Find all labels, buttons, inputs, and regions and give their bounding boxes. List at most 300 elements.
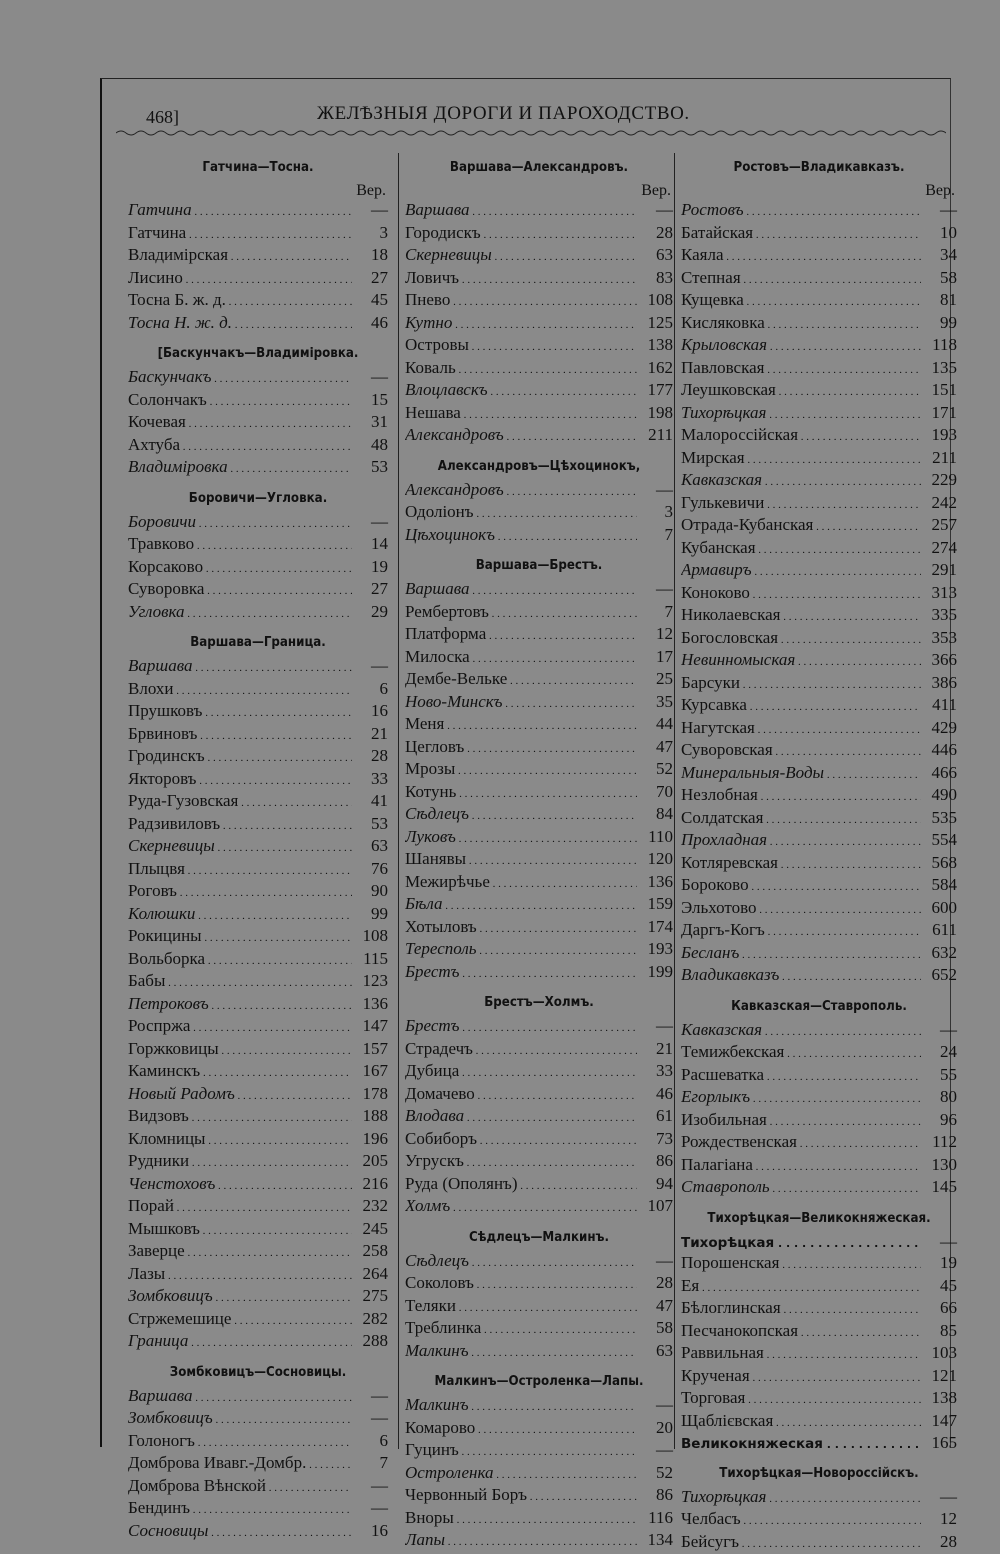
station-name: Гродинскъ . . . xyxy=(128,746,352,769)
distance-value: 632 xyxy=(921,943,957,963)
distance-value: 3 xyxy=(637,502,673,522)
station-name: Рокицины . . . xyxy=(128,926,352,949)
station-row xyxy=(128,994,388,1017)
route-section xyxy=(128,1364,388,1544)
distance-value: 229 xyxy=(921,470,957,490)
station-name: Солдатская . . . xyxy=(681,808,921,831)
column-3 xyxy=(674,153,957,1449)
distance-value: 211 xyxy=(637,425,673,445)
distance-value: 21 xyxy=(637,1039,673,1059)
station-name: Домачево . . . xyxy=(405,1084,637,1107)
station-name: Мрозы . . . xyxy=(405,759,637,782)
station-row xyxy=(128,1386,388,1409)
route-title: Боровичи—Угловка. xyxy=(144,490,373,506)
station-name: Влодава . . . xyxy=(405,1106,637,1129)
station-row xyxy=(128,1498,388,1521)
distance-value: 171 xyxy=(921,403,957,423)
station-name: Варшава . . . xyxy=(128,656,352,679)
distance-value: 116 xyxy=(637,1508,673,1528)
distance-value: 28 xyxy=(637,223,673,243)
distance-value: 81 xyxy=(921,290,957,310)
distance-value: 446 xyxy=(921,740,957,760)
station-row xyxy=(128,836,388,859)
station-row xyxy=(681,560,957,583)
station-row xyxy=(681,1388,957,1411)
station-name: Каминскъ . . . xyxy=(128,1061,352,1084)
station-name: Степная . . . xyxy=(681,268,921,291)
distance-value: — xyxy=(352,200,388,220)
station-name: Раввильная . . . xyxy=(681,1343,921,1366)
distance-value: 103 xyxy=(921,1343,957,1363)
station-name: Тосна Н. ж. д. . . . xyxy=(128,313,352,336)
distance-value: 196 xyxy=(352,1129,388,1149)
distance-value: 108 xyxy=(352,926,388,946)
route-title: Тихорѣцкая—Новороссійскъ. xyxy=(698,1465,941,1481)
route-title: Сѣдлецъ—Малкинъ. xyxy=(421,1229,657,1245)
station-row xyxy=(128,656,388,679)
distance-value: 47 xyxy=(637,1296,673,1316)
station-name: Хотыловъ . . . xyxy=(405,917,637,940)
station-row xyxy=(405,1174,673,1197)
distance-value: 157 xyxy=(352,1039,388,1059)
station-name: Скерневицы . . . xyxy=(128,836,352,859)
station-row xyxy=(128,769,388,792)
distance-value: 600 xyxy=(921,898,957,918)
distance-value: — xyxy=(352,367,388,387)
station-row xyxy=(405,782,673,805)
station-name: Солончакъ . . . xyxy=(128,390,352,413)
distance-value: 16 xyxy=(352,1521,388,1541)
station-name: Колюшки . . . xyxy=(128,904,352,927)
station-name: Соколовъ . . . xyxy=(405,1273,637,1296)
distance-value: 134 xyxy=(637,1530,673,1550)
distance-value: 7 xyxy=(352,1453,388,1473)
distance-value: 136 xyxy=(637,872,673,892)
station-name: Ченстоховъ . . . xyxy=(128,1174,352,1197)
route-title: Кавказская—Ставрополь. xyxy=(698,998,941,1014)
station-row xyxy=(128,1453,388,1476)
distance-value: 108 xyxy=(637,290,673,310)
distance-value: 46 xyxy=(637,1084,673,1104)
station-name: Рудники . . . xyxy=(128,1151,352,1174)
station-row xyxy=(405,200,673,223)
station-row xyxy=(681,920,957,943)
station-name: Угрускъ . . . xyxy=(405,1151,637,1174)
station-row xyxy=(128,290,388,313)
distance-value: 52 xyxy=(637,759,673,779)
distance-value: 6 xyxy=(352,679,388,699)
station-name: Заверце . . . xyxy=(128,1241,352,1264)
page-frame xyxy=(100,78,951,1447)
route-section xyxy=(405,994,673,1219)
station-row xyxy=(405,1251,673,1274)
station-name: Кущевка . . . xyxy=(681,290,921,313)
station-name: Тихорѣцкая . . . xyxy=(681,1487,921,1510)
station-name: Милоска . . . xyxy=(405,647,637,670)
station-name: Гулькевичи . . . xyxy=(681,493,921,516)
station-row xyxy=(405,223,673,246)
distance-value: 10 xyxy=(921,223,957,243)
station-name: Ловичъ . . . xyxy=(405,268,637,291)
route-section xyxy=(681,159,957,988)
distance-value: 99 xyxy=(352,904,388,924)
station-name: Стржемешице . . . xyxy=(128,1309,352,1332)
station-row xyxy=(128,791,388,814)
station-name: Барсуки . . . xyxy=(681,673,921,696)
station-name: Гатчина . . . xyxy=(128,223,352,246)
distance-value: 466 xyxy=(921,763,957,783)
distance-value: 17 xyxy=(637,647,673,667)
station-row xyxy=(405,624,673,647)
distance-value: — xyxy=(637,200,673,220)
distance-value: 125 xyxy=(637,313,673,333)
station-row xyxy=(128,949,388,972)
station-name: Вольборка . . . xyxy=(128,949,352,972)
verst-header: Вер. xyxy=(681,181,957,200)
station-name: Рождественская . . . xyxy=(681,1132,921,1155)
station-name: Кубанская . . . xyxy=(681,538,921,561)
distance-value: 76 xyxy=(352,859,388,879)
station-row xyxy=(405,403,673,426)
route-section xyxy=(681,1465,957,1554)
distance-value: 94 xyxy=(637,1174,673,1194)
station-row xyxy=(128,1264,388,1287)
station-name: Лапы . . . xyxy=(405,1530,637,1553)
distance-value: 568 xyxy=(921,853,957,873)
station-row xyxy=(405,1485,673,1508)
distance-value: 205 xyxy=(352,1151,388,1171)
station-name: Ея . . . xyxy=(681,1276,921,1299)
station-name: Кочевая . . . xyxy=(128,412,352,435)
station-name: Влохи . . . xyxy=(128,679,352,702)
station-name: Руда (Ополянъ) . . . xyxy=(405,1174,637,1197)
station-row xyxy=(128,1431,388,1454)
distance-value: 264 xyxy=(352,1264,388,1284)
station-row xyxy=(681,650,957,673)
station-name: Варшава . . . xyxy=(405,200,637,223)
station-row xyxy=(681,448,957,471)
station-row xyxy=(128,557,388,580)
route-title: Тихорѣцкая—Великокняжеская. xyxy=(698,1210,941,1226)
distance-value: 611 xyxy=(921,920,957,940)
station-row xyxy=(405,1395,673,1418)
station-name: Сѣдлецъ . . . xyxy=(405,804,637,827)
verst-header: Вер. xyxy=(405,181,673,200)
station-name: Влоцлавскъ . . . xyxy=(405,380,637,403)
station-row xyxy=(681,1343,957,1366)
distance-value: 28 xyxy=(921,1532,957,1552)
page-title: ЖЕЛѢЗНЫЯ ДОРОГИ И ПАРОХОДСТВО. xyxy=(317,103,690,125)
station-name: Пнево . . . xyxy=(405,290,637,313)
distance-value: 652 xyxy=(921,965,957,985)
station-row xyxy=(681,1509,957,1532)
distance-value: 313 xyxy=(921,583,957,603)
station-row xyxy=(681,493,957,516)
station-name: Тихорѣцкая . . . xyxy=(681,1234,921,1254)
station-row xyxy=(681,583,957,606)
station-row xyxy=(681,1321,957,1344)
station-name: Отрада-Кубанская . . . xyxy=(681,515,921,538)
distance-value: 554 xyxy=(921,830,957,850)
distance-value: 198 xyxy=(637,403,673,423)
station-name: Зомбковицъ . . . xyxy=(128,1286,352,1309)
station-row xyxy=(405,737,673,760)
station-row xyxy=(681,1532,957,1554)
station-name: Малкинъ . . . xyxy=(405,1341,637,1364)
station-row xyxy=(405,939,673,962)
station-name: Треблинка . . . xyxy=(405,1318,637,1341)
station-name: Луковъ . . . xyxy=(405,827,637,850)
distance-value: — xyxy=(637,579,673,599)
station-name: Бесланъ . . . xyxy=(681,943,921,966)
station-row xyxy=(681,1253,957,1276)
station-row xyxy=(405,1318,673,1341)
station-row xyxy=(681,1433,957,1455)
distance-value: 63 xyxy=(637,245,673,265)
station-row xyxy=(405,579,673,602)
station-row xyxy=(405,268,673,291)
distance-value: 63 xyxy=(352,836,388,856)
station-row xyxy=(405,894,673,917)
station-name: Островы . . . xyxy=(405,335,637,358)
distance-value: 21 xyxy=(352,724,388,744)
station-name: Сосновицы . . . xyxy=(128,1521,352,1544)
station-name: Горжковицы . . . xyxy=(128,1039,352,1062)
station-row xyxy=(405,1530,673,1553)
station-name: Владиміровка . . . xyxy=(128,457,352,480)
station-row xyxy=(128,1061,388,1084)
station-row xyxy=(405,872,673,895)
station-name: Гатчина . . . xyxy=(128,200,352,223)
station-row xyxy=(128,435,388,458)
distance-value: 14 xyxy=(352,534,388,554)
distance-value: 335 xyxy=(921,605,957,625)
distance-value: 3 xyxy=(352,223,388,243)
station-row xyxy=(681,785,957,808)
distance-value: — xyxy=(352,512,388,532)
distance-value: 245 xyxy=(352,1219,388,1239)
distance-value: 28 xyxy=(352,746,388,766)
distance-value: 53 xyxy=(352,814,388,834)
station-name: Егорлыкъ . . . xyxy=(681,1087,921,1110)
distance-value: 53 xyxy=(352,457,388,477)
station-name: Холмъ . . . xyxy=(405,1196,637,1219)
station-name: Боровичи . . . xyxy=(128,512,352,535)
station-row xyxy=(681,673,957,696)
distance-value: 15 xyxy=(352,390,388,410)
station-name: Брестъ . . . xyxy=(405,1016,637,1039)
station-row xyxy=(128,245,388,268)
station-name: Эльхотово . . . xyxy=(681,898,921,921)
station-name: Ново-Минскъ . . . xyxy=(405,692,637,715)
distance-value: 178 xyxy=(352,1084,388,1104)
distance-value: 120 xyxy=(637,849,673,869)
station-row xyxy=(128,1084,388,1107)
route-section xyxy=(128,634,388,1354)
station-name: Владикавказъ . . . xyxy=(681,965,921,988)
station-name: Рембертовъ . . . xyxy=(405,602,637,625)
station-name: Бендинъ . . . xyxy=(128,1498,352,1521)
distance-value: 28 xyxy=(637,1273,673,1293)
route-title: Александровъ—Цѣхоцинокъ, xyxy=(421,458,657,474)
station-row xyxy=(681,808,957,831)
distance-value: 490 xyxy=(921,785,957,805)
station-name: Великокняжеская . . . xyxy=(681,1435,921,1455)
station-row xyxy=(405,669,673,692)
distance-value: 46 xyxy=(352,313,388,333)
station-row xyxy=(128,512,388,535)
station-name: Сѣдлецъ . . . xyxy=(405,1251,637,1274)
station-name: Новый Радомъ . . . xyxy=(128,1084,352,1107)
wavy-rule xyxy=(116,129,946,137)
distance-value: 151 xyxy=(921,380,957,400)
station-row xyxy=(128,412,388,435)
station-name: Мирская . . . xyxy=(681,448,921,471)
distance-value: 34 xyxy=(921,245,957,265)
distance-value: 216 xyxy=(352,1174,388,1194)
distance-value: — xyxy=(921,1232,957,1252)
station-row xyxy=(681,718,957,741)
route-title: [Баскунчакъ—Владиміровка. xyxy=(144,345,373,361)
distance-value: 99 xyxy=(921,313,957,333)
page-number: 468] xyxy=(146,107,179,128)
station-row xyxy=(128,390,388,413)
distance-value: — xyxy=(352,1408,388,1428)
station-row xyxy=(128,971,388,994)
station-name: Радзивиловъ . . . xyxy=(128,814,352,837)
station-name: Меня . . . xyxy=(405,714,637,737)
station-row xyxy=(681,763,957,786)
station-name: Червонный Боръ . . . xyxy=(405,1485,637,1508)
station-name: Межирѣчье . . . xyxy=(405,872,637,895)
station-row xyxy=(405,1341,673,1364)
station-name: Комарово . . . xyxy=(405,1418,637,1441)
distance-value: 188 xyxy=(352,1106,388,1126)
distance-value: 136 xyxy=(352,994,388,1014)
distance-value: 47 xyxy=(637,737,673,757)
station-row xyxy=(405,1151,673,1174)
station-name: Владимірская . . . xyxy=(128,245,352,268)
station-row xyxy=(128,881,388,904)
distance-value: — xyxy=(921,200,957,220)
station-row xyxy=(681,245,957,268)
station-row xyxy=(405,1061,673,1084)
distance-value: — xyxy=(637,1016,673,1036)
verst-header: Вер. xyxy=(128,181,388,200)
route-section xyxy=(681,998,957,1200)
station-name: Каяла . . . xyxy=(681,245,921,268)
station-name: Прушковъ . . . xyxy=(128,701,352,724)
distance-value: 177 xyxy=(637,380,673,400)
distance-value: 165 xyxy=(921,1433,957,1453)
station-name: Нешава . . . xyxy=(405,403,637,426)
station-row xyxy=(405,714,673,737)
station-row xyxy=(681,1177,957,1200)
station-row xyxy=(405,1106,673,1129)
station-name: Порай . . . xyxy=(128,1196,352,1219)
distance-value: 257 xyxy=(921,515,957,535)
station-row xyxy=(681,1155,957,1178)
station-name: Домброва Ивавг.-Домбр. . . . xyxy=(128,1453,352,1476)
distance-value: 73 xyxy=(637,1129,673,1149)
distance-value: 20 xyxy=(637,1418,673,1438)
distance-value: 27 xyxy=(352,268,388,288)
distance-value: 282 xyxy=(352,1309,388,1329)
station-row xyxy=(681,628,957,651)
station-row xyxy=(681,1411,957,1434)
station-row xyxy=(128,1129,388,1152)
station-name: Роговъ . . . xyxy=(128,881,352,904)
station-name: Суворовка . . . xyxy=(128,579,352,602)
station-name: Незлобная . . . xyxy=(681,785,921,808)
distance-value: 19 xyxy=(921,1253,957,1273)
station-row xyxy=(405,480,673,503)
station-row xyxy=(405,290,673,313)
station-row xyxy=(405,759,673,782)
distance-value: 535 xyxy=(921,808,957,828)
distance-value: 45 xyxy=(352,290,388,310)
distance-value: 274 xyxy=(921,538,957,558)
distance-value: 12 xyxy=(921,1509,957,1529)
station-row xyxy=(128,223,388,246)
station-name: Шанявы . . . xyxy=(405,849,637,872)
station-name: Расшеватка . . . xyxy=(681,1065,921,1088)
station-name: Бабы . . . xyxy=(128,971,352,994)
route-title: Варшава—Александровъ. xyxy=(421,159,657,175)
distance-value: 84 xyxy=(637,804,673,824)
station-name: Роспржа . . . xyxy=(128,1016,352,1039)
station-row xyxy=(405,827,673,850)
route-section xyxy=(681,1210,957,1455)
station-row xyxy=(681,1042,957,1065)
route-section xyxy=(405,1373,673,1553)
station-row xyxy=(681,1232,957,1254)
station-row xyxy=(681,1065,957,1088)
station-name: Бѣла . . . xyxy=(405,894,637,917)
distance-value: 411 xyxy=(921,695,957,715)
distance-value: 112 xyxy=(921,1132,957,1152)
station-name: Петроковъ . . . xyxy=(128,994,352,1017)
station-row xyxy=(128,814,388,837)
station-row xyxy=(681,605,957,628)
station-row xyxy=(128,602,388,625)
distance-value: 147 xyxy=(352,1016,388,1036)
station-name: Ахтуба . . . xyxy=(128,435,352,458)
station-row xyxy=(681,268,957,291)
distance-value: 7 xyxy=(637,602,673,622)
station-row xyxy=(128,859,388,882)
station-row xyxy=(128,313,388,336)
station-name: Бороково . . . xyxy=(681,875,921,898)
route-section xyxy=(405,1229,673,1364)
station-row xyxy=(405,358,673,381)
station-name: Якторовъ . . . xyxy=(128,769,352,792)
route-section xyxy=(128,490,388,625)
distance-value: 80 xyxy=(921,1087,957,1107)
station-name: Баскунчакъ . . . xyxy=(128,367,352,390)
station-row xyxy=(128,1331,388,1354)
station-row xyxy=(405,1463,673,1486)
column-2 xyxy=(398,153,673,1449)
station-row xyxy=(681,470,957,493)
station-name: Крученая . . . xyxy=(681,1366,921,1389)
distance-value: 16 xyxy=(352,701,388,721)
station-name: Николаевская . . . xyxy=(681,605,921,628)
station-name: Минеральныя-Воды . . . xyxy=(681,763,921,786)
station-name: Кутно . . . xyxy=(405,313,637,336)
station-row xyxy=(128,926,388,949)
distance-value: 24 xyxy=(921,1042,957,1062)
